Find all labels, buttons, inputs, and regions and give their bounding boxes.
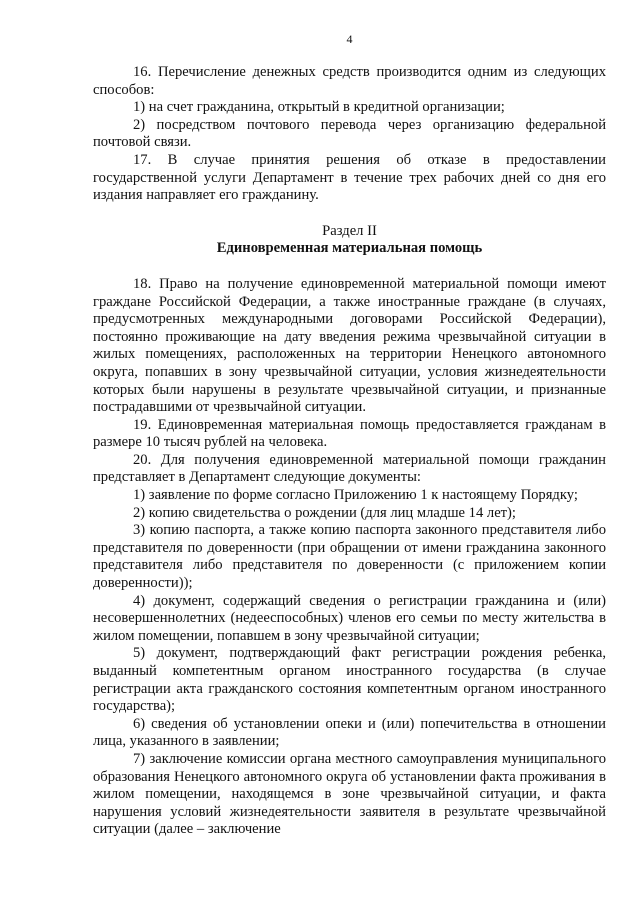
list-item-1: 1) на счет гражданина, открытый в кредитной организации; (133, 99, 505, 116)
section-subtitle: Единовременная материальная помощь (216, 240, 483, 257)
document-item-2: 2) копию свидетельства о рождении (для лиц младше 14 лет); (133, 504, 516, 521)
paragraph-19: 19. Единовременная материальная помощь предоставляется гражданам в размере 10 тысяч рублей на человека. (93, 416, 606, 451)
document-item-4: 4) документ, содержащий сведения о регистрации гражданина и (или) несовершеннолетних (недееспособных) членов его семьи по месту жительства в жилом помещении, попавшем в зону чрезвычайной ситуации; (93, 592, 606, 644)
paragraph-17: 17. В случае принятия решения об отказе в предоставлении государственной услуги Департамент в течение трех рабочих дней со дня его издания направляет его гражданину. (93, 151, 606, 204)
paragraph-16: 16. Перечисление денежных средств производится одним из следующих способов: (93, 64, 606, 98)
page-number: 4 (346, 32, 353, 46)
list-item-2: 2) посредством почтового перевода через организацию федеральной почтовой связи. (93, 116, 606, 151)
section-spacer (93, 205, 606, 223)
document-item-5: 5) документ, подтверждающий факт регистрации рождения ребенка, выданный компетентным органом иностранного государства (в случае регистрации акта гражданского состояния компетентным органом иностранного государства); (93, 645, 606, 715)
paragraph-18: 18. Право на получение единовременной материальной помощи имеют граждане Российской Федерации, а также иностранные граждане (в случаях, предусмотренных международными договорами Российской Федерации), постоянно проживающие на дату введения режима чрезвычайной ситуации в жилых помещениях, расположенных на территории Ненецкого автономного округа, попавших в зону чрезвычайной ситуации, условия жизнедеятельности которых были нарушены в результате чрезвычайной ситуации, и признанные пострадавшими от чрезвычайной ситуации. (93, 275, 606, 416)
document-item-6: 6) сведения об установлении опеки и (или) попечительства в отношении лица, указанного в заявлении; (93, 715, 606, 750)
document-item-3: 3) копию паспорта, а также копию паспорта законного представителя либо представителя по доверенности (при обращении от имени гражданина законного представителя либо представителя по доверенности (с приложением копии доверенности)); (93, 522, 606, 592)
section-title: Раздел II (322, 222, 377, 239)
text-block-1 (93, 64, 606, 205)
paragraph-20: 20. Для получения единовременной материальной помощи гражданин представляет в Департамент следующие документы: (93, 451, 606, 486)
text-block-2 (93, 276, 606, 839)
document-item-1: 1) заявление по форме согласно Приложению 1 к настоящему Порядку; (133, 487, 578, 504)
document-item-7: 7) заключение комиссии органа местного самоуправления муниципального образования Ненецкого автономного округа об установлении факта проживания в жилом помещении, находящемся в зоне чрезвычайной ситуации, и факта нарушения условий жизнедеятельности заявителя в результате чрезвычайной ситуации (далее – заключение (93, 750, 606, 838)
